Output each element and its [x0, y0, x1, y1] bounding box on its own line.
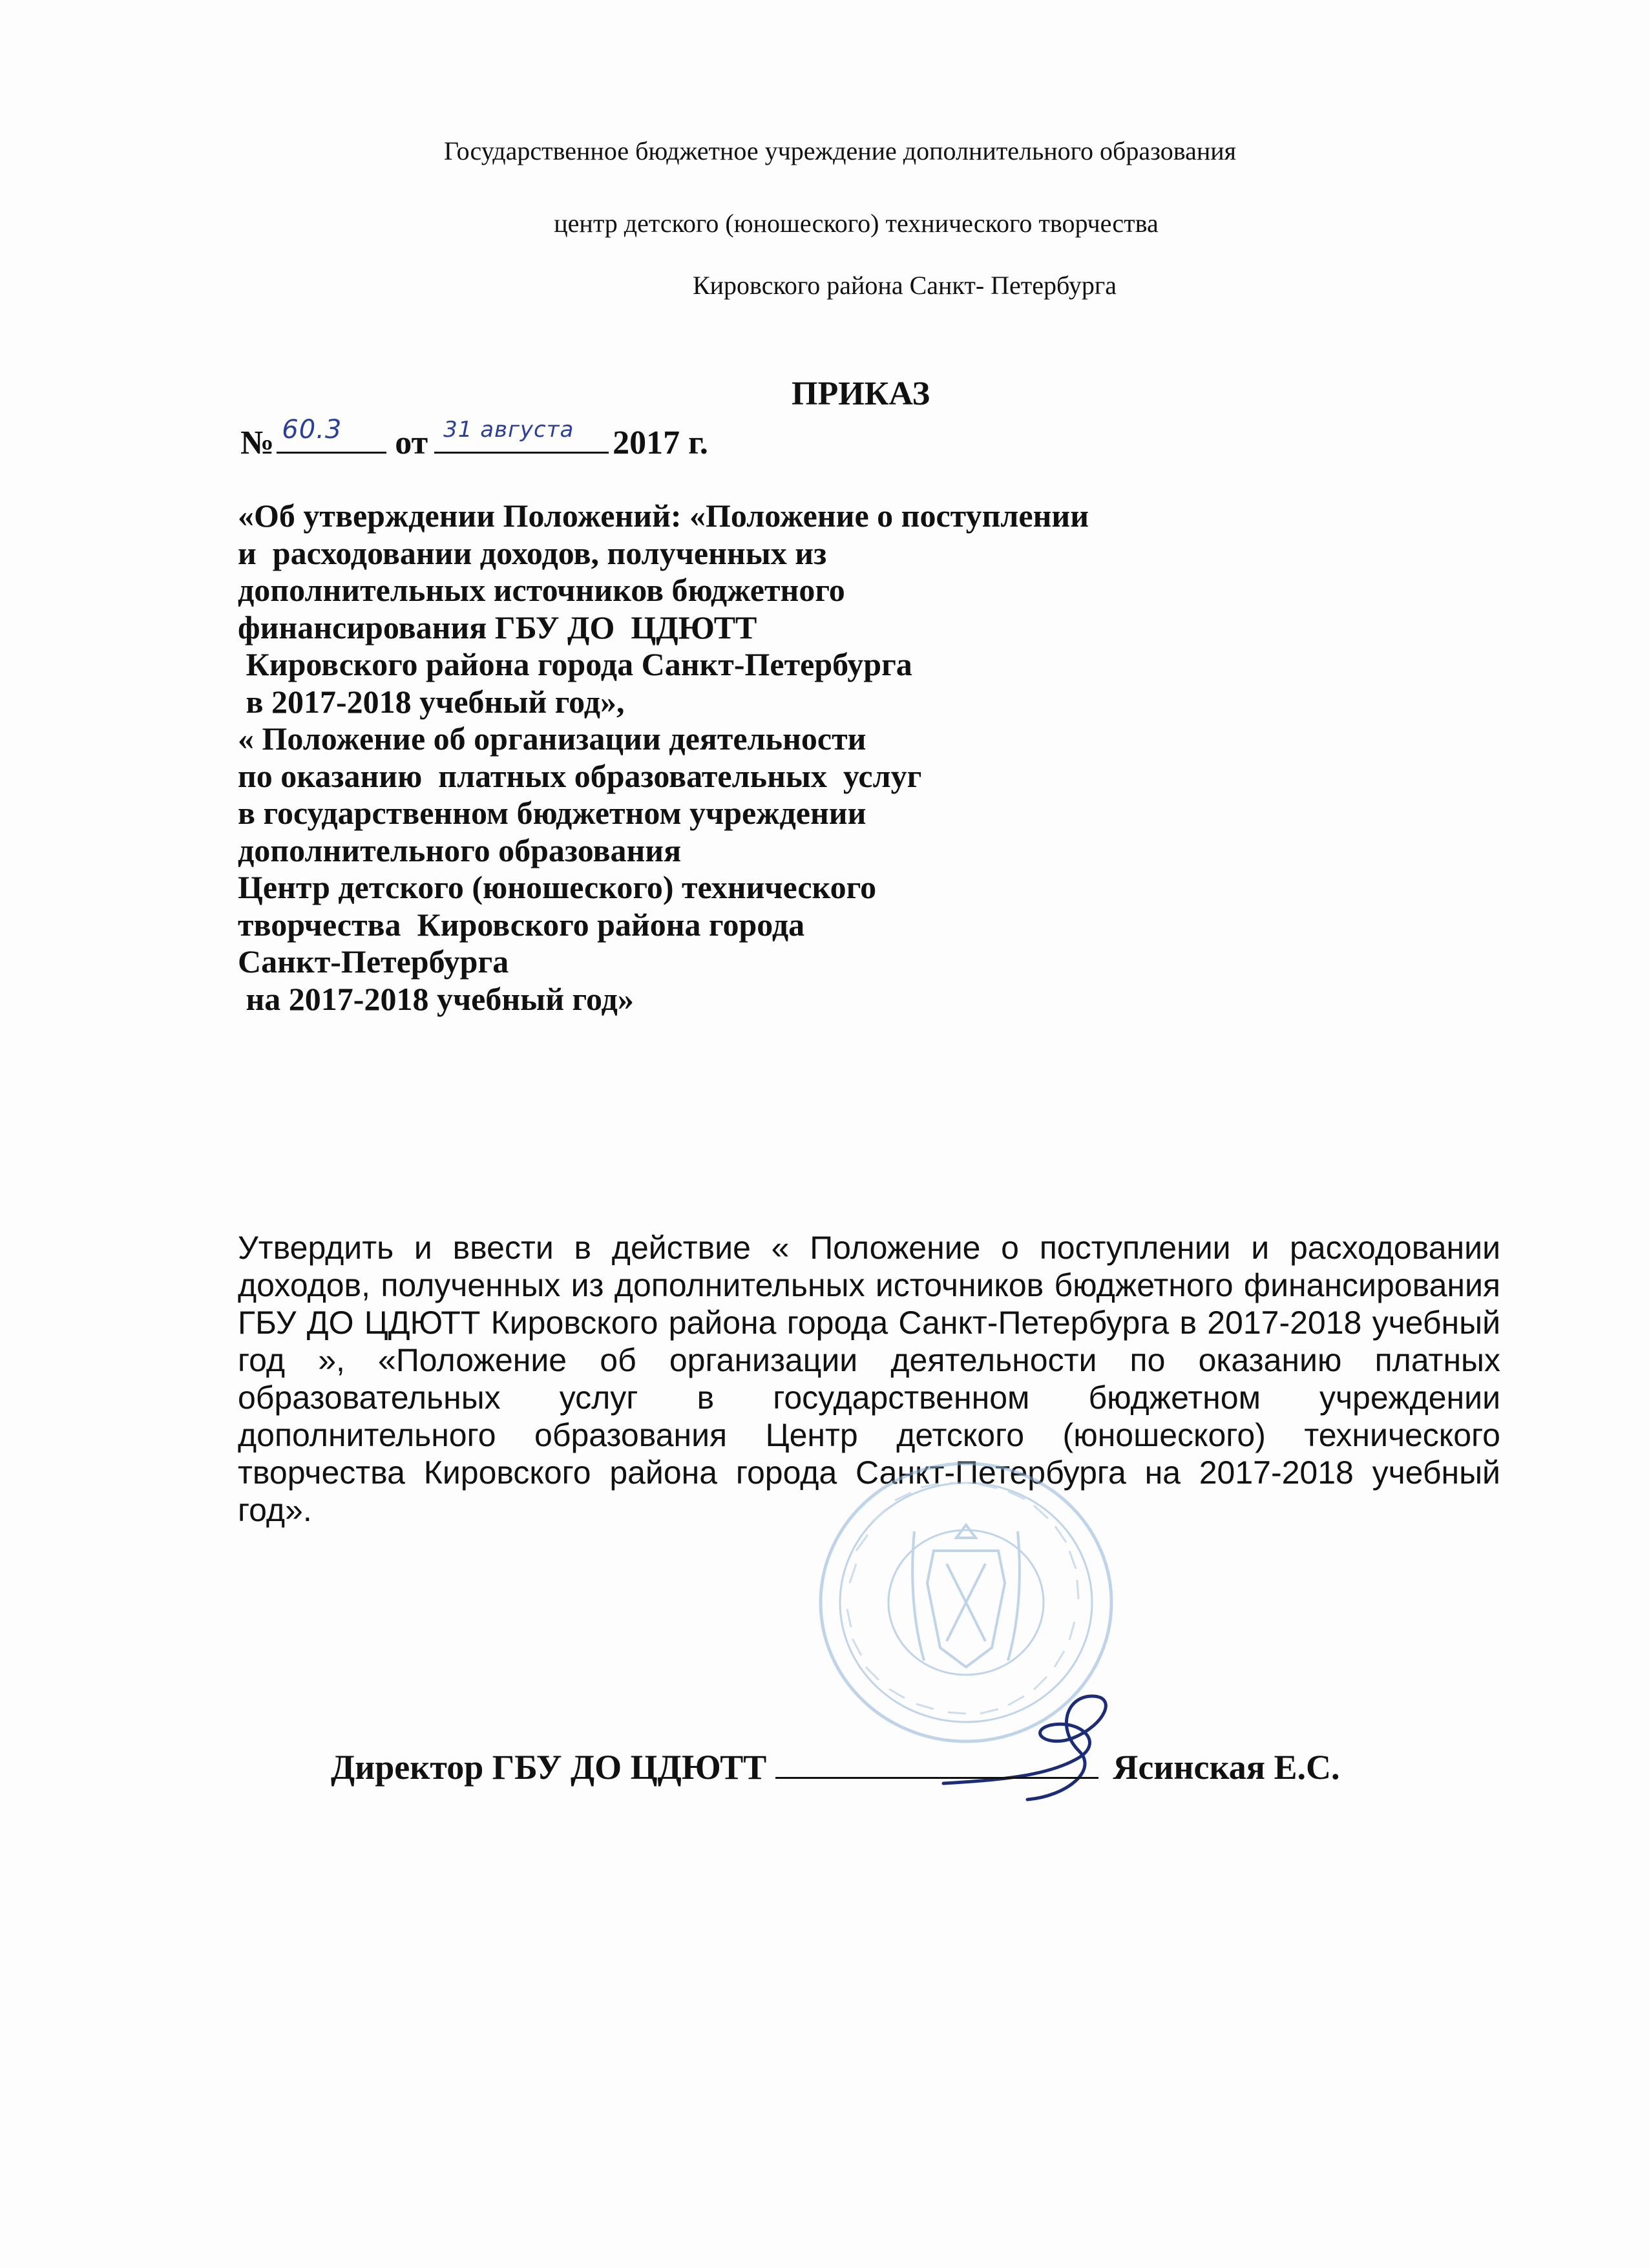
order-number-field	[277, 415, 386, 454]
subject-line: творчества Кировского района города	[238, 906, 805, 943]
from-label: от	[395, 425, 428, 461]
subject-line: «Об утверждении Положений: «Положение о поступлении	[238, 498, 1089, 534]
subject-line: Кировского района города Санкт-Петербурга	[238, 646, 912, 682]
subject-line: дополнительных источников бюджетного	[238, 572, 845, 608]
subject-line: финансирования ГБУ ДО ЦДЮТТ	[238, 609, 757, 646]
subject-line: в государственном бюджетном учреждении	[238, 795, 867, 831]
signature-block	[331, 1745, 1340, 1788]
handwritten-order-date: 31 августа	[443, 417, 574, 443]
org-name-line-1: Государственное бюджетное учреждение дополнительного образования	[443, 136, 1237, 165]
order-subject	[238, 498, 1336, 1018]
handwritten-order-number: 60.3	[282, 415, 342, 445]
signatory-name: Ясинская Е.С.	[1113, 1748, 1340, 1787]
signature-line	[775, 1745, 1098, 1779]
org-name-line-2: центр детского (юношеского) технического творчества	[554, 209, 1159, 238]
handwritten-signature-icon	[918, 1667, 1150, 1809]
number-prefix: №	[240, 425, 275, 461]
subject-line: дополнительного образования	[238, 832, 682, 868]
org-name-line-3: Кировского района Санкт- Петербурга	[692, 271, 1117, 300]
subject-line: и расходовании доходов, полученных из	[238, 534, 827, 571]
subject-line: на 2017-2018 учебный год»	[238, 980, 634, 1017]
order-number-line	[240, 415, 708, 463]
subject-line: « Положение об организации деятельности	[238, 720, 867, 757]
order-body-paragraph: Утвердить и ввести в действие « Положение о поступлении и расходовании доходов, полученных из дополнительных источников бюджетного финансирования ГБУ ДО ЦДЮТТ Кировского района города Санкт-Петербурга в 2017-2018 учебный год », «Положение об организации деятельности по оказанию платных образовательных услуг в государственном бюджетном учреждении дополнительного образования Центр детского (юношеского) технического творчества Кировского района города Санкт-Петербурга на 2017-2018 учебный год».	[238, 1230, 1500, 1528]
signatory-position: Директор ГБУ ДО ЦДЮТТ	[331, 1748, 767, 1787]
subject-line: в 2017-2018 учебный год»,	[238, 683, 625, 720]
order-date-field	[434, 417, 609, 454]
subject-line: Центр детского (юношеского) технического	[238, 869, 877, 905]
subject-line: по оказанию платных образовательных услуг	[238, 757, 922, 794]
subject-line: Санкт-Петербурга	[238, 943, 509, 980]
document-title: ПРИКАЗ	[792, 375, 930, 412]
order-year: 2017 г.	[613, 425, 708, 461]
